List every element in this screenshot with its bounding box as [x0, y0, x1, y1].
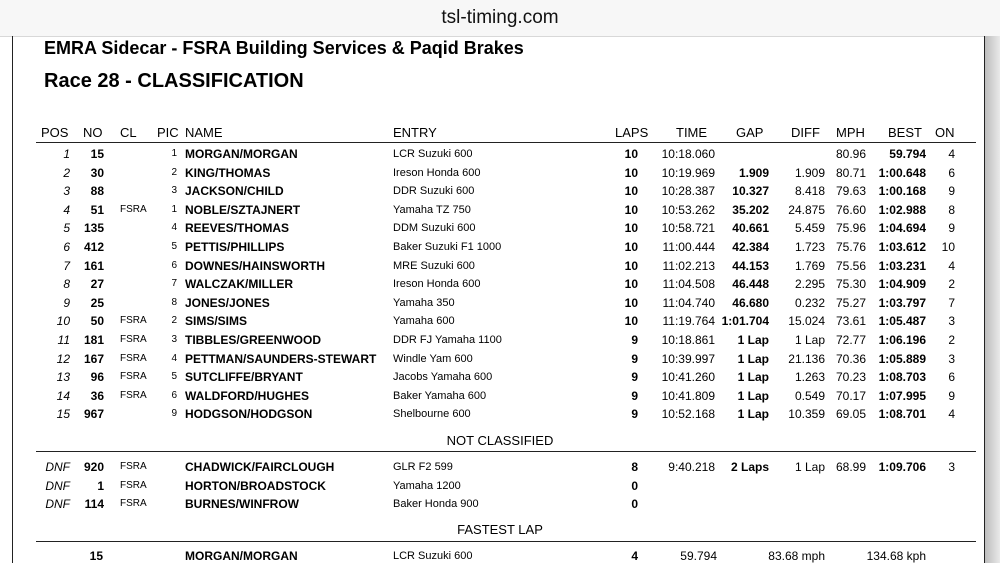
cell-diff: 0.232: [794, 295, 825, 310]
cell-name: REEVES/THOMAS: [185, 221, 290, 236]
cell-pos: 7: [63, 258, 70, 273]
cell-laps: 0: [631, 497, 638, 512]
cell-no: 25: [90, 295, 104, 310]
cell-gap: 2 Laps: [730, 460, 769, 474]
cell-time: 10:39.997: [661, 351, 715, 366]
cell-best: 1:04.694: [878, 221, 926, 236]
cell-cl: FSRA: [120, 389, 147, 401]
cell-laps: 10: [624, 147, 638, 161]
cell-laps: 10: [624, 240, 638, 254]
col-laps: LAPS: [615, 125, 649, 140]
cell-mph: 75.30: [835, 277, 866, 292]
cell-no: 15: [90, 147, 104, 161]
fastest-lap-heading: FASTEST LAP: [457, 522, 543, 537]
cell-mph: 80.71: [835, 165, 866, 180]
col-best: BEST: [888, 125, 922, 140]
cell-no: 161: [83, 258, 104, 273]
browser-url-bar[interactable]: [0, 0, 1000, 37]
cell-gap: 46.448: [732, 277, 769, 292]
cell-pos: 12: [56, 351, 70, 366]
cell-entry: Windle Yam 600: [393, 352, 473, 365]
cell-cl: FSRA: [120, 352, 147, 364]
cell-entry: Ireson Honda 600: [393, 278, 481, 291]
cell-cl: FSRA: [120, 371, 147, 383]
table-row: [0, 257, 1000, 275]
cell-pic: 1: [171, 148, 177, 159]
table-row: [0, 145, 1000, 163]
cell-laps: 10: [624, 314, 638, 329]
cell-pos: DNF: [45, 478, 70, 493]
col-pos: POS: [41, 125, 69, 140]
fastest-lap-divider: [36, 541, 976, 542]
cell-best: 1:00.648: [878, 165, 926, 180]
cell-time: 11:02.213: [662, 258, 715, 273]
cell-diff: 1 Lap: [794, 333, 825, 347]
fastest-no: 15: [89, 549, 103, 563]
fastest-entry: LCR Suzuki 600: [393, 550, 473, 562]
cell-on: 8: [948, 202, 955, 217]
cell-gap: 44.153: [732, 258, 769, 273]
col-name: NAME: [185, 125, 223, 140]
cell-pic: 7: [171, 278, 177, 290]
cell-gap: 1 Lap: [737, 351, 769, 366]
cell-entry: DDR Suzuki 600: [393, 185, 475, 198]
cell-on: 3: [948, 351, 955, 366]
cell-gap: 10.327: [732, 184, 769, 199]
cell-mph: 80.96: [835, 147, 866, 161]
cell-on: 3: [948, 460, 955, 474]
cell-name: KING/THOMAS: [185, 165, 271, 180]
cell-name: JACKSON/CHILD: [185, 184, 284, 199]
fastest-time: 59.794: [680, 549, 717, 563]
cell-name: DOWNES/HAINSWORTH: [185, 258, 325, 273]
cell-entry: Baker Honda 900: [393, 498, 479, 511]
cell-no: 967: [83, 407, 104, 422]
cell-pic: 6: [171, 389, 177, 401]
cell-name: JONES/JONES: [185, 295, 270, 310]
cell-gap: 1 Lap: [737, 370, 769, 385]
table-row: [0, 182, 1000, 200]
cell-on: 2: [948, 333, 955, 347]
cell-laps: 10: [624, 221, 638, 236]
cell-pic: 6: [171, 259, 177, 271]
cell-name: PETTIS/PHILLIPS: [185, 240, 285, 254]
cell-pos: 2: [63, 165, 70, 180]
cell-cl: FSRA: [120, 315, 147, 327]
not-classified-divider: [36, 451, 976, 452]
cell-best: 1:09.706: [878, 460, 926, 474]
cell-pos: 8: [63, 277, 70, 292]
cell-no: 36: [90, 388, 104, 403]
cell-pic: 5: [171, 371, 177, 383]
cell-pos: 3: [63, 184, 70, 199]
table-row: [0, 458, 1000, 476]
fastest-lap-row: [0, 547, 1000, 565]
table-row: [0, 368, 1000, 386]
cell-laps: 9: [631, 388, 638, 403]
cell-entry: LCR Suzuki 600: [393, 148, 473, 160]
cell-name: MORGAN/MORGAN: [185, 147, 298, 161]
cell-gap: 1:01.704: [721, 314, 769, 329]
cell-time: 10:18.861: [661, 333, 715, 347]
cell-mph: 75.96: [835, 221, 866, 236]
table-row: [0, 219, 1000, 237]
cell-mph: 75.56: [835, 258, 866, 273]
cell-pos: 1: [63, 147, 70, 161]
cell-pic: 4: [171, 352, 177, 364]
cell-gap: 1 Lap: [737, 388, 769, 403]
cell-laps: 10: [624, 295, 638, 310]
cell-time: 10:58.721: [661, 221, 715, 236]
cell-name: HODGSON/HODGSON: [185, 407, 313, 422]
cell-best: 1:08.701: [878, 407, 926, 422]
cell-gap: 40.661: [732, 221, 769, 236]
cell-pic: 3: [171, 185, 177, 197]
cell-diff: 21.136: [788, 351, 825, 366]
cell-pic: 3: [171, 334, 177, 345]
cell-cl: FSRA: [120, 479, 147, 491]
cell-best: 1:03.231: [878, 258, 926, 273]
cell-pos: DNF: [45, 460, 70, 474]
cell-entry: Yamaha 1200: [393, 479, 461, 492]
cell-time: 10:41.809: [661, 388, 715, 403]
cell-laps: 9: [631, 370, 638, 385]
cell-diff: 24.875: [788, 202, 825, 217]
cell-pos: 15: [56, 407, 70, 422]
cell-diff: 8.418: [794, 184, 825, 199]
cell-laps: 9: [631, 333, 638, 347]
cell-best: 1:05.889: [878, 351, 926, 366]
fastest-name: MORGAN/MORGAN: [185, 549, 298, 563]
cell-entry: Baker Yamaha 600: [393, 389, 487, 402]
cell-no: 920: [83, 460, 104, 474]
race-title: Race 28 - CLASSIFICATION: [44, 70, 304, 92]
cell-mph: 73.61: [835, 314, 866, 329]
cell-diff: 2.295: [794, 277, 825, 292]
cell-name: WALCZAK/MILLER: [185, 277, 293, 292]
cell-on: 3: [948, 314, 955, 329]
table-row: [0, 201, 1000, 219]
table-row: [0, 164, 1000, 182]
cell-entry: Yamaha 600: [393, 315, 455, 328]
cell-on: 2: [948, 277, 955, 292]
cell-best: 1:06.196: [878, 333, 926, 347]
cell-pos: 14: [56, 388, 70, 403]
cell-no: 181: [83, 333, 104, 347]
cell-pic: 9: [171, 408, 177, 420]
cell-no: 1: [97, 478, 104, 493]
cell-gap: 42.384: [732, 240, 769, 254]
cell-best: 1:05.487: [878, 314, 926, 329]
cell-pos: 4: [63, 202, 70, 217]
cell-time: 9:40.218: [668, 460, 715, 474]
cell-entry: Ireson Honda 600: [393, 166, 481, 179]
cell-diff: 1.723: [794, 240, 825, 254]
col-pic: PIC: [157, 125, 179, 140]
cell-on: 4: [948, 147, 955, 161]
cell-time: 11:04.740: [662, 295, 715, 310]
table-row: [0, 350, 1000, 368]
cell-on: 4: [948, 258, 955, 273]
cell-mph: 70.23: [835, 370, 866, 385]
cell-on: 6: [948, 165, 955, 180]
event-title: EMRA Sidecar - FSRA Building Services & Paqid Brakes: [44, 38, 524, 58]
cell-laps: 10: [624, 258, 638, 273]
cell-diff: 0.549: [794, 388, 825, 403]
cell-time: 10:52.168: [661, 407, 715, 422]
cell-entry: Yamaha TZ 750: [393, 203, 471, 216]
cell-no: 114: [84, 497, 104, 512]
cell-cl: FSRA: [120, 334, 147, 345]
cell-cl: FSRA: [120, 498, 147, 510]
cell-gap: 46.680: [732, 295, 769, 310]
cell-best: 1:03.797: [878, 295, 926, 310]
table-row: [0, 238, 1000, 256]
cell-time: 11:00.444: [662, 240, 715, 254]
cell-no: 30: [90, 165, 104, 180]
cell-entry: Baker Suzuki F1 1000: [393, 241, 502, 253]
cell-no: 96: [90, 370, 104, 385]
cell-mph: 79.63: [835, 184, 866, 199]
results-document: [0, 36, 1000, 563]
cell-pos: 13: [56, 370, 70, 385]
table-row: [0, 331, 1000, 349]
cell-gap: 1 Lap: [737, 407, 769, 422]
cell-pos: 9: [63, 295, 70, 310]
cell-mph: 75.76: [835, 240, 866, 254]
cell-no: 27: [90, 277, 104, 292]
cell-time: 11:04.508: [662, 277, 715, 292]
table-row: [0, 387, 1000, 405]
cell-laps: 9: [631, 407, 638, 422]
cell-no: 167: [83, 351, 104, 366]
cell-name: BURNES/WINFROW: [185, 497, 299, 512]
cell-entry: Yamaha 350: [393, 296, 455, 309]
url-text: tsl-timing.com: [441, 7, 559, 28]
cell-entry: GLR F2 599: [393, 461, 453, 473]
col-time: TIME: [676, 125, 708, 140]
col-mph: MPH: [836, 125, 865, 140]
cell-on: 7: [948, 295, 955, 310]
col-diff: DIFF: [791, 125, 820, 140]
table-row: [0, 312, 1000, 330]
cell-name: TIBBLES/GREENWOOD: [185, 333, 322, 347]
cell-name: WALDFORD/HUGHES: [185, 388, 309, 403]
cell-no: 51: [90, 202, 104, 217]
cell-best: 1:00.168: [878, 184, 926, 199]
cell-cl: FSRA: [120, 461, 147, 472]
cell-on: 9: [948, 221, 955, 236]
cell-mph: 70.36: [835, 351, 866, 366]
cell-gap: 1 Lap: [737, 333, 769, 347]
cell-on: 9: [948, 184, 955, 199]
cell-time: 10:28.387: [661, 184, 715, 199]
cell-diff: 10.359: [788, 407, 825, 422]
cell-laps: 9: [631, 351, 638, 366]
cell-best: 1:04.909: [878, 277, 926, 292]
cell-laps: 10: [624, 165, 638, 180]
cell-pic: 4: [171, 222, 177, 234]
cell-on: 4: [948, 407, 955, 422]
cell-cl: FSRA: [120, 203, 147, 215]
cell-mph: 68.99: [835, 460, 866, 474]
cell-name: SIMS/SIMS: [185, 314, 248, 329]
cell-name: PETTMAN/SAUNDERS-STEWART: [185, 351, 377, 366]
cell-laps: 10: [624, 277, 638, 292]
table-row: [0, 477, 1000, 495]
fastest-kph: 134.68 kph: [866, 549, 926, 563]
cell-pic: 1: [171, 203, 177, 215]
cell-no: 135: [83, 221, 104, 236]
cell-diff: 15.024: [788, 314, 825, 329]
cell-entry: DDM Suzuki 600: [393, 222, 476, 235]
col-cl: CL: [120, 125, 137, 140]
fastest-mph: 83.68 mph: [768, 549, 825, 563]
header-divider: [36, 142, 976, 143]
cell-mph: 72.77: [835, 333, 866, 347]
cell-on: 9: [948, 388, 955, 403]
cell-diff: 1 Lap: [794, 460, 825, 474]
cell-time: 11:19.764: [662, 314, 715, 329]
cell-entry: Jacobs Yamaha 600: [393, 371, 493, 384]
cell-entry: MRE Suzuki 600: [393, 259, 475, 272]
cell-gap: 35.202: [732, 202, 769, 217]
cell-pos: DNF: [45, 497, 70, 512]
cell-diff: 5.459: [794, 221, 825, 236]
cell-pic: 5: [171, 241, 177, 252]
col-gap: GAP: [736, 125, 764, 140]
cell-mph: 70.17: [835, 388, 866, 403]
cell-pos: 6: [63, 240, 70, 254]
col-on: ON: [935, 125, 955, 140]
cell-name: SUTCLIFFE/BRYANT: [185, 370, 303, 385]
cell-no: 88: [90, 184, 104, 199]
cell-mph: 75.27: [835, 295, 866, 310]
cell-entry: DDR FJ Yamaha 1100: [393, 334, 502, 346]
cell-laps: 10: [624, 184, 638, 199]
cell-name: NOBLE/SZTAJNERT: [185, 202, 301, 217]
cell-mph: 69.05: [835, 407, 866, 422]
cell-best: 59.794: [889, 147, 926, 161]
col-entry: ENTRY: [393, 125, 437, 140]
cell-best: 1:03.612: [878, 240, 926, 254]
table-row: [0, 275, 1000, 293]
fastest-lap-number: 4: [631, 549, 638, 563]
cell-pos: 10: [56, 314, 70, 329]
cell-pic: 2: [171, 166, 177, 178]
cell-no: 412: [83, 240, 104, 254]
cell-laps: 0: [631, 478, 638, 493]
cell-time: 10:53.262: [661, 202, 715, 217]
cell-name: CHADWICK/FAIRCLOUGH: [185, 460, 335, 474]
table-row: [0, 495, 1000, 513]
table-row: [0, 294, 1000, 312]
cell-time: 10:19.969: [661, 165, 715, 180]
cell-entry: Shelbourne 600: [393, 408, 471, 421]
cell-best: 1:07.995: [878, 388, 926, 403]
table-row: [0, 405, 1000, 423]
cell-time: 10:18.060: [661, 147, 715, 161]
cell-on: 6: [948, 370, 955, 385]
cell-best: 1:08.703: [878, 370, 926, 385]
cell-no: 50: [90, 314, 104, 329]
cell-gap: 1.909: [738, 165, 769, 180]
cell-pic: 2: [171, 315, 177, 327]
not-classified-heading: NOT CLASSIFIED: [446, 433, 554, 448]
cell-diff: 1.909: [794, 165, 825, 180]
cell-laps: 8: [631, 460, 638, 474]
cell-time: 10:41.260: [661, 370, 715, 385]
cell-mph: 76.60: [835, 202, 866, 217]
cell-on: 10: [941, 240, 955, 254]
cell-best: 1:02.988: [878, 202, 926, 217]
cell-diff: 1.263: [794, 370, 825, 385]
cell-pic: 8: [171, 296, 177, 308]
cell-laps: 10: [624, 202, 638, 217]
col-no: NO: [83, 125, 103, 140]
cell-diff: 1.769: [794, 258, 825, 273]
cell-pos: 11: [57, 333, 70, 347]
cell-name: HORTON/BROADSTOCK: [185, 478, 326, 493]
cell-pos: 5: [63, 221, 70, 236]
